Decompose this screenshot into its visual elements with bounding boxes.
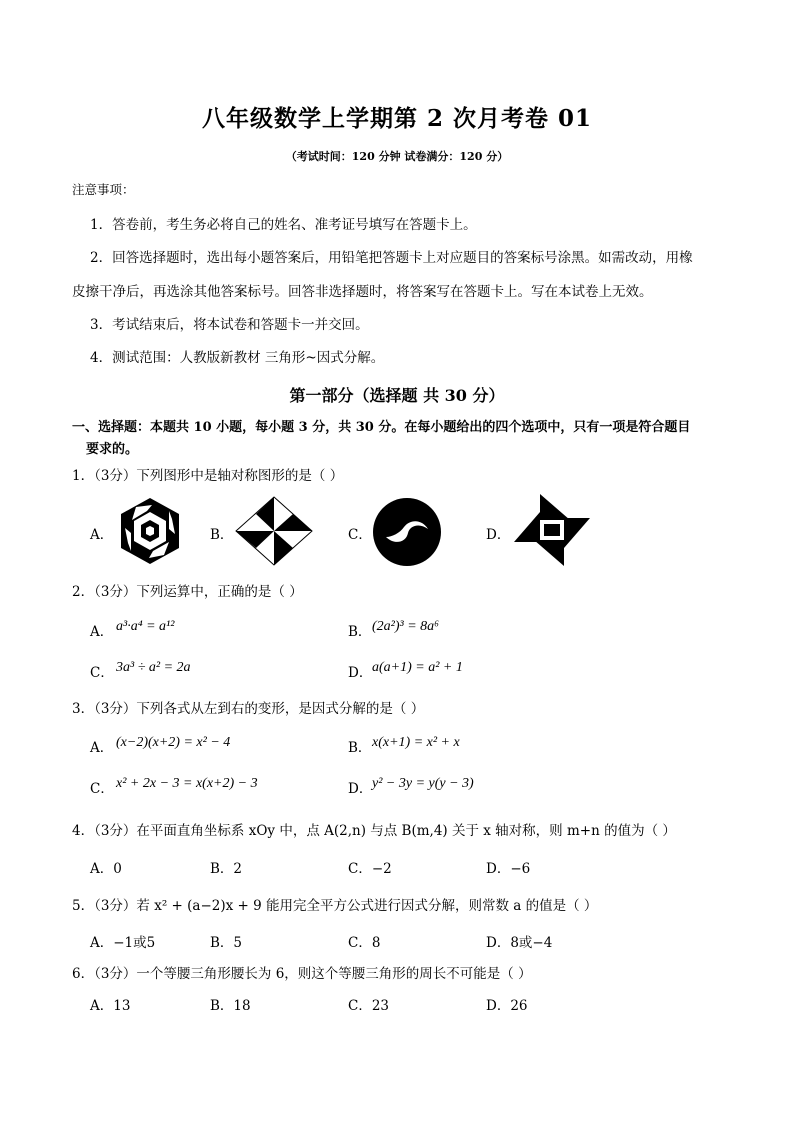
- question-2-option-b: (2a²)³ = 8a⁶: [372, 619, 440, 634]
- notice-item-2-line-1: 2．回答选择题时，选出每小题答案后，用铅笔把答题卡上对应题目的答案标号涂黑。如需改动，用橡: [90, 250, 693, 266]
- question-2-stem: 2．（3分）下列运算中，正确的是（ ）: [72, 584, 303, 600]
- question-6-stem: 6．（3分）一个等腰三角形腰长为 6，则这个等腰三角形的周长不可能是（ ）: [72, 966, 532, 982]
- question-3-option-d-label: D．: [348, 781, 373, 797]
- question-4-option-c: C．−2: [348, 861, 392, 877]
- yin-yang-circle-icon: [372, 497, 442, 567]
- notice-item-3: 3．考试结束后，将本试卷和答题卡一并交回。: [90, 317, 369, 333]
- question-2-option-d-label: D．: [348, 665, 373, 681]
- section-intro-line-1: 一、选择题：本题共 10 小题，每小题 3 分，共 30 分。在每小题给出的四个选项中，只有一项是符合题目: [72, 420, 691, 435]
- question-3-option-c-label: C．: [90, 781, 114, 797]
- question-1-option-b-label: B．: [210, 527, 234, 543]
- notice-heading: 注意事项：: [72, 182, 135, 197]
- rotating-triangles-icon: [512, 492, 592, 568]
- question-2-option-a: a³·a⁴ = a¹²: [116, 619, 175, 634]
- pinwheel-diamond-icon: [234, 496, 314, 566]
- page-title: 八年级数学上学期第 2 次月考卷 01: [201, 105, 593, 132]
- question-3-option-a: (x−2)(x+2) = x² − 4: [116, 735, 231, 750]
- question-5-stem: 5．（3分）若 x² + (a−2)x + 9 能用完全平方公式进行因式分解，则常数 a 的值是（ ）: [72, 898, 598, 914]
- question-4-stem: 4．（3分）在平面直角坐标系 xOy 中，点 A(2,n) 与点 B(m,4) 关于 x 轴对称，则 m+n 的值为（ ）: [72, 823, 676, 839]
- question-3-option-b-label: B．: [348, 740, 372, 756]
- section-title: 第一部分（选择题 共 30 分）: [289, 386, 505, 405]
- notice-item-2-line-2: 皮擦干净后，再选涂其他答案标号。回答非选择题时，将答案写在答题卡上。写在本试卷上无效。: [72, 284, 653, 300]
- question-1-stem: 1．（3分）下列图形中是轴对称图形的是（ ）: [72, 468, 344, 484]
- question-6-option-c: C．23: [348, 998, 390, 1014]
- question-5-option-b: B．5: [210, 935, 243, 951]
- question-2-option-b-label: B．: [348, 624, 372, 640]
- notice-item-4: 4．测试范围：人教版新教材 三角形~因式分解。: [90, 350, 385, 366]
- notice-item-1: 1．答卷前，考生务必将自己的姓名、准考证号填写在答题卡上。: [90, 217, 477, 233]
- question-6-option-d: D．26: [486, 998, 528, 1014]
- question-6-option-a: A．13: [90, 998, 131, 1014]
- question-1-option-c-label: C．: [348, 527, 372, 543]
- question-6-option-b: B．18: [210, 998, 251, 1014]
- question-2-option-c-label: C．: [90, 665, 114, 681]
- question-2-option-d: a(a+1) = a² + 1: [372, 660, 463, 675]
- question-5-option-a: A．−1或5: [90, 935, 156, 951]
- question-5-option-d: D．8或−4: [486, 935, 553, 951]
- question-4-option-a: A．0: [90, 861, 122, 877]
- exam-info: （考试时间：120 分钟 试卷满分：120 分）: [285, 150, 509, 163]
- question-3-option-d: y² − 3y = y(y − 3): [372, 776, 474, 791]
- hexagonal-rotation-icon: [114, 495, 186, 567]
- question-2-option-c: 3a³ ÷ a² = 2a: [116, 660, 191, 675]
- question-3-stem: 3．（3分）下列各式从左到右的变形，是因式分解的是（ ）: [72, 701, 425, 717]
- question-3-option-c: x² + 2x − 3 = x(x+2) − 3: [116, 776, 258, 791]
- question-1-option-a-label: A．: [90, 527, 114, 543]
- section-intro-line-2: 要求的。: [86, 442, 139, 457]
- question-1-option-d-label: D．: [486, 527, 511, 543]
- question-4-option-d: D．−6: [486, 861, 531, 877]
- question-3-option-a-label: A．: [90, 740, 114, 756]
- question-4-option-b: B．2: [210, 861, 243, 877]
- question-5-option-c: C．8: [348, 935, 381, 951]
- question-2-option-a-label: A．: [90, 624, 114, 640]
- question-3-option-b: x(x+1) = x² + x: [372, 735, 460, 750]
